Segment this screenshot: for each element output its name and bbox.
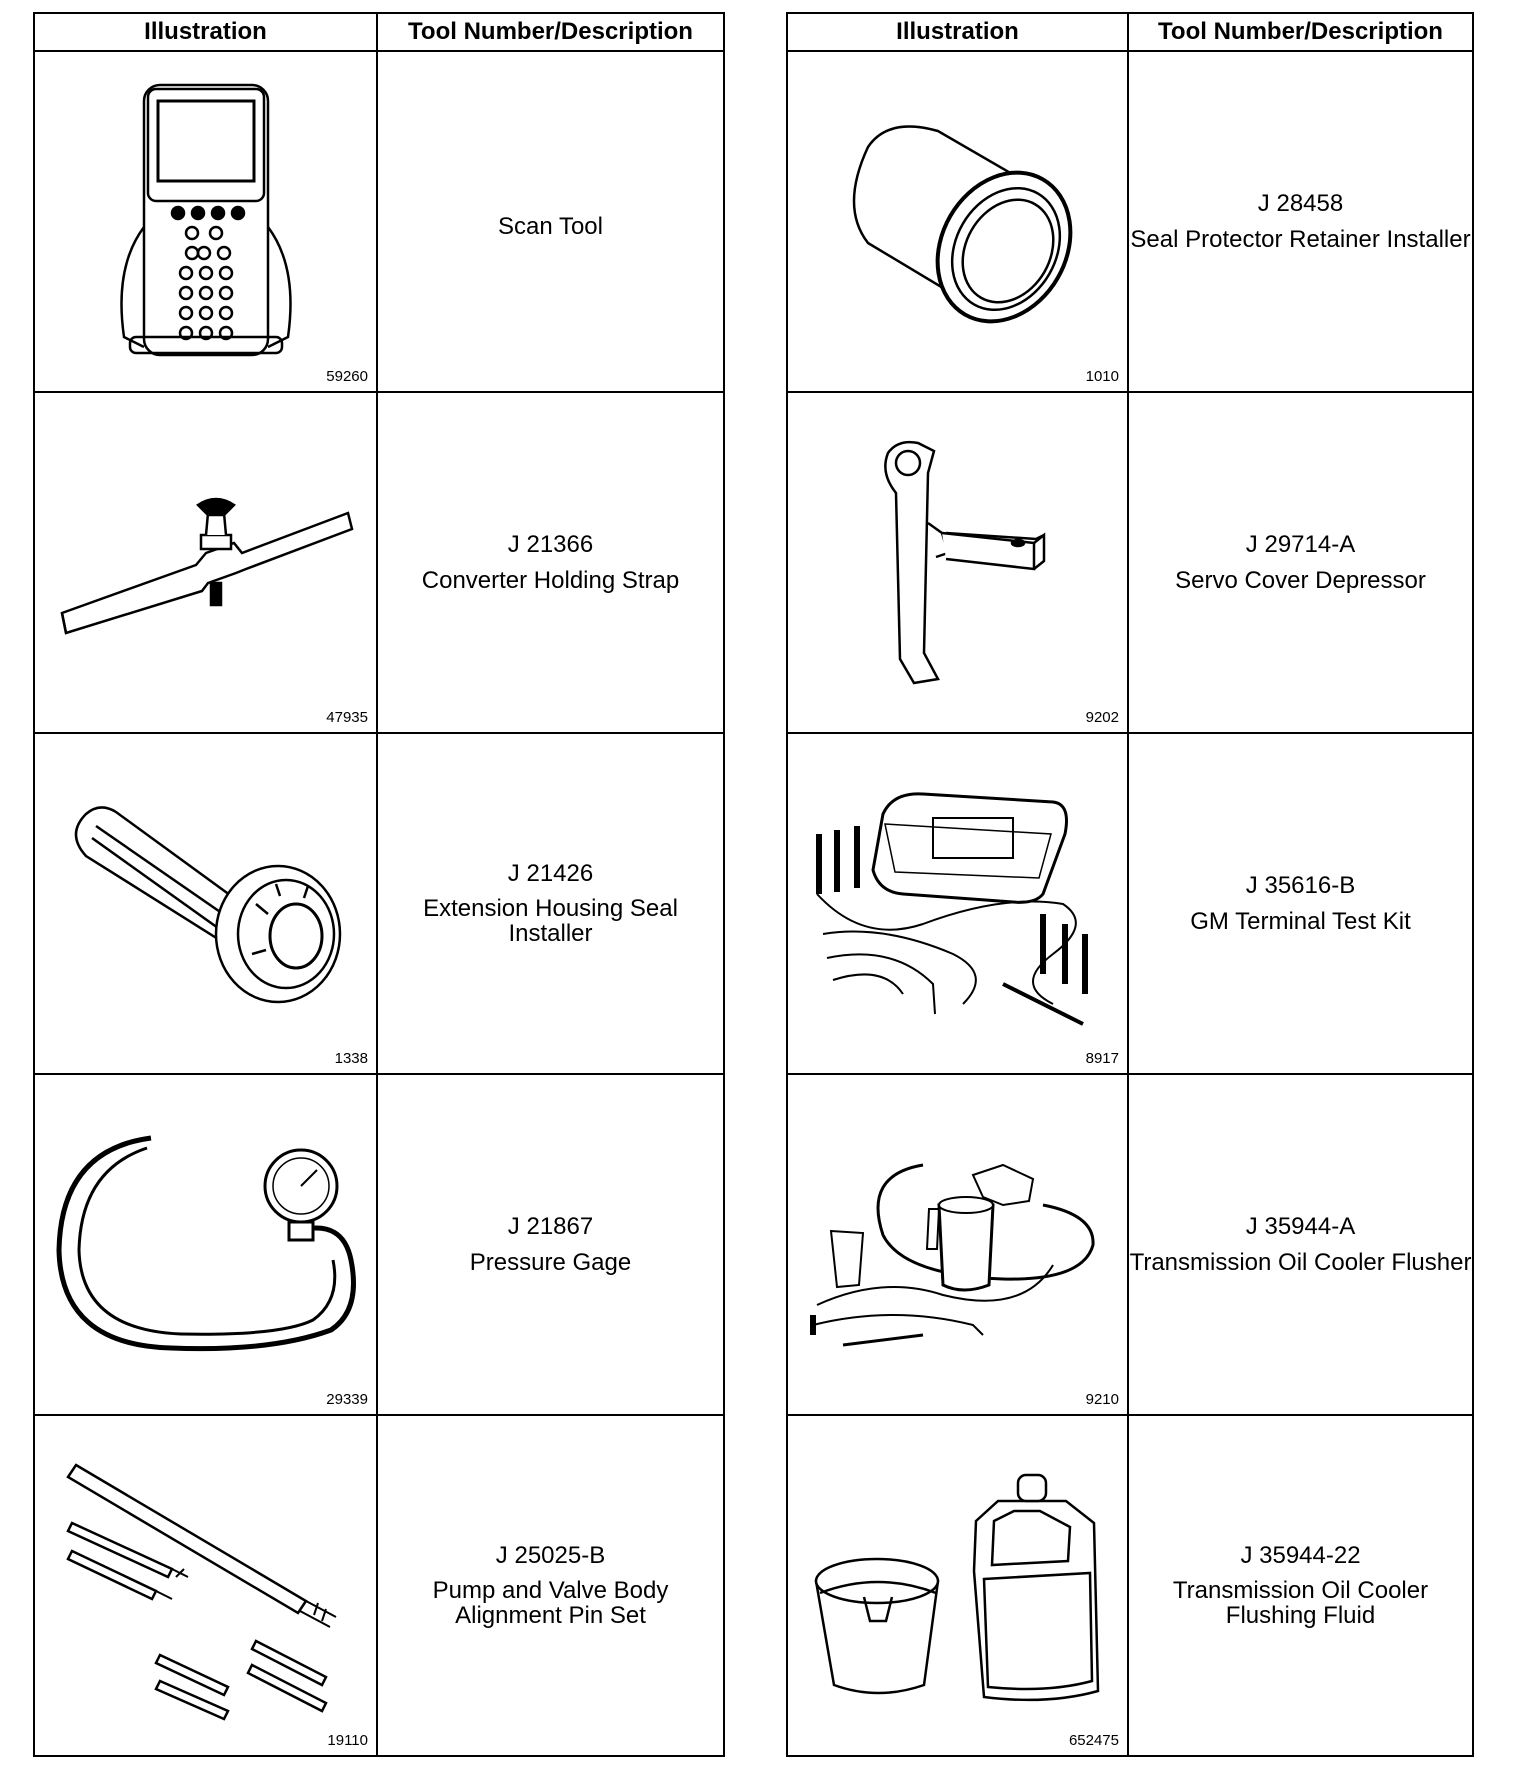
illustration-cell <box>787 1074 1128 1415</box>
description-cell <box>377 1415 724 1756</box>
scan-tool-icon <box>106 67 306 377</box>
tool-number: J 35944-A <box>1245 1213 1356 1241</box>
tool-number: J 35616-B <box>1245 872 1356 900</box>
tool-name: Transmission Oil Cooler Flusher <box>1129 1248 1472 1276</box>
description-header: Tool Number/Description <box>1128 13 1473 51</box>
right-tool-table <box>786 12 1474 1757</box>
tool-name: Extension Housing Seal Installer <box>423 894 678 948</box>
tool-name: Transmission Oil Cooler Flushing Fluid <box>1172 1576 1429 1630</box>
tool-number: J 35944-22 <box>1240 1541 1361 1569</box>
description-cell <box>1128 1074 1473 1415</box>
tool-row <box>787 51 1473 392</box>
illustration-cell <box>787 1415 1128 1756</box>
figure-number: 9202 <box>1085 709 1119 726</box>
description-cell <box>1128 733 1473 1074</box>
description-cell <box>377 51 724 392</box>
description-cell <box>377 1074 724 1415</box>
figure-number: 47935 <box>326 709 368 726</box>
oil-cooler-flusher-icon <box>803 1135 1113 1355</box>
figure-number: 1338 <box>334 1050 368 1067</box>
illustration-cell <box>787 392 1128 733</box>
tool-row <box>34 392 724 733</box>
left-header-row <box>34 13 724 51</box>
tool-name: Pressure Gage <box>469 1248 632 1276</box>
illustration-cell <box>787 51 1128 392</box>
tool-name: Converter Holding Strap <box>421 566 680 594</box>
left-tool-table <box>33 12 725 1757</box>
illustration-cell <box>34 1074 377 1415</box>
illustration-cell <box>787 733 1128 1074</box>
right-header-row <box>787 13 1473 51</box>
figure-number: 1010 <box>1085 368 1119 385</box>
holding-strap-icon <box>56 473 356 653</box>
tool-number: J 21867 <box>507 1213 594 1241</box>
seal-protector-icon <box>828 107 1088 337</box>
description-header: Tool Number/Description <box>377 13 724 51</box>
flushing-fluid-icon <box>808 1461 1108 1711</box>
tool-row <box>787 1074 1473 1415</box>
description-cell <box>377 733 724 1074</box>
tool-row <box>34 733 724 1074</box>
illustration-cell <box>34 733 377 1074</box>
figure-number: 9210 <box>1085 1391 1119 1408</box>
tool-row <box>34 51 724 392</box>
tool-row <box>34 1415 724 1756</box>
seal-installer-icon <box>56 794 356 1014</box>
illustration-header: Illustration <box>787 13 1128 51</box>
figure-number: 8917 <box>1085 1050 1119 1067</box>
tool-name: Scan Tool <box>498 212 603 240</box>
figure-number: 29339 <box>326 1391 368 1408</box>
description-cell <box>1128 51 1473 392</box>
servo-depressor-icon <box>858 433 1058 693</box>
illustration-cell <box>34 51 377 392</box>
tool-number: J 25025-B <box>495 1541 606 1569</box>
figure-number: 59260 <box>326 368 368 385</box>
tool-name: GM Terminal Test Kit <box>1190 907 1411 935</box>
tool-name: Seal Protector Retainer Installer <box>1130 225 1471 253</box>
figure-number: 652475 <box>1068 1732 1119 1749</box>
figure-number: 19110 <box>327 1732 368 1749</box>
description-cell <box>1128 392 1473 733</box>
illustration-header: Illustration <box>34 13 377 51</box>
tool-row <box>787 392 1473 733</box>
tool-row <box>787 733 1473 1074</box>
tool-name: Pump and Valve Body Alignment Pin Set <box>432 1576 669 1630</box>
description-cell <box>377 392 724 733</box>
tool-number: J 28458 <box>1257 190 1344 218</box>
tool-number: J 21366 <box>507 531 594 559</box>
terminal-test-kit-icon <box>803 774 1113 1034</box>
tool-name: Servo Cover Depressor <box>1175 566 1426 594</box>
illustration-cell <box>34 392 377 733</box>
tool-row <box>34 1074 724 1415</box>
tool-number: J 21426 <box>507 859 594 887</box>
alignment-pin-set-icon <box>56 1451 356 1721</box>
description-cell <box>1128 1415 1473 1756</box>
tool-row <box>787 1415 1473 1756</box>
tool-number: J 29714-A <box>1245 531 1356 559</box>
illustration-cell <box>34 1415 377 1756</box>
pressure-gage-icon <box>51 1130 361 1360</box>
